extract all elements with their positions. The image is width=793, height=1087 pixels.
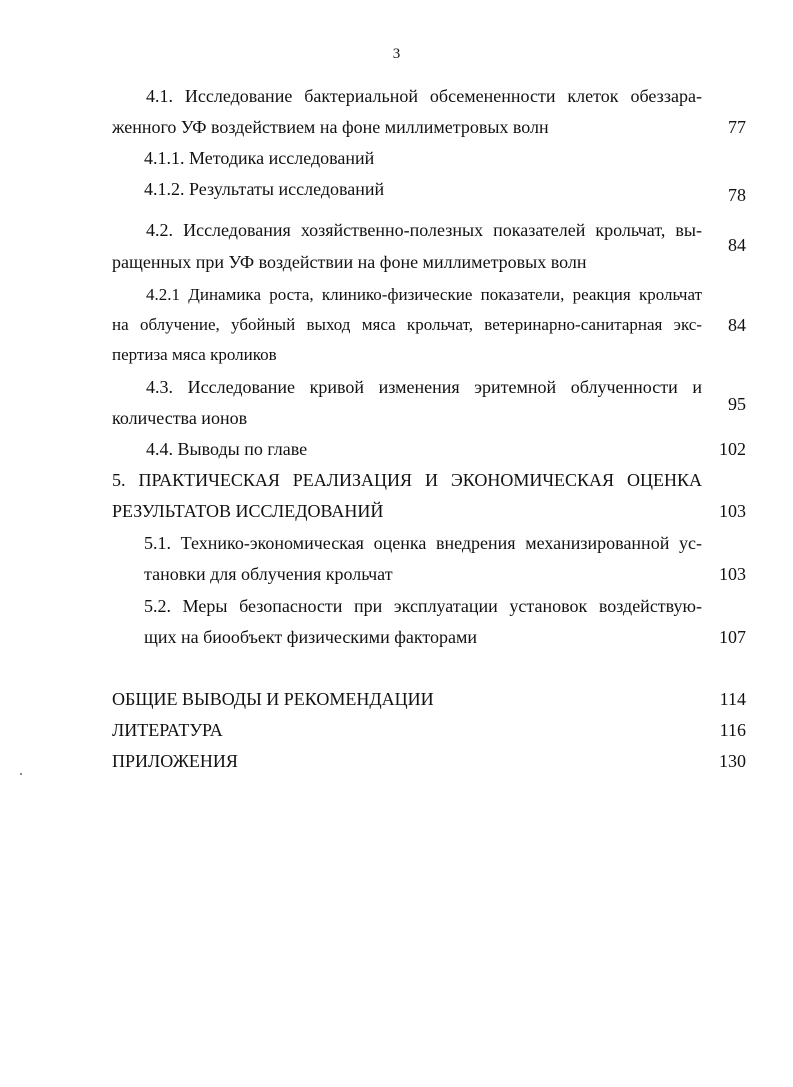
toc-4-3-page: 95 <box>728 394 746 414</box>
toc-literature-title: ЛИТЕРАТУРА <box>112 720 223 740</box>
toc-literature-page: 116 <box>719 720 746 740</box>
toc-conclusions-page: 114 <box>719 689 746 709</box>
toc-4-2-page: 84 <box>728 235 746 255</box>
toc-5-2-line-1: 5.2. Меры безопасности при эксплуатации установок воздействую- <box>144 596 702 616</box>
scan-speck <box>20 773 22 775</box>
toc-5-2-line-2: щих на биообъект физическими факторами <box>144 627 478 647</box>
toc-4-1-2-line-1: 4.1.2. Результаты исследований <box>144 179 385 199</box>
toc-4-2-1-page: 84 <box>728 315 746 335</box>
toc-5-line-1: 5. ПРАКТИЧЕСКАЯ РЕАЛИЗАЦИЯ И ЭКОНОМИЧЕСКАЯ ОЦЕНКА <box>112 470 702 490</box>
toc-4-3-line-2: количества ионов <box>112 408 248 428</box>
toc-appendices-page: 130 <box>719 751 746 771</box>
toc-4-4-page: 102 <box>719 439 746 459</box>
toc-5-line-2: РЕЗУЛЬТАТОВ ИССЛЕДОВАНИЙ <box>112 501 384 521</box>
toc-4-2-1-line-2: на облучение, убойный выход мяса крольчат, ветеринарно-санитарная экс- <box>112 315 702 334</box>
toc-4-1-line-2: женного УФ воздействием на фоне миллиметровых волн <box>112 117 549 137</box>
toc-4-1-page: 77 <box>728 117 746 137</box>
toc-conclusions-title: ОБЩИЕ ВЫВОДЫ И РЕКОМЕНДАЦИИ <box>112 689 434 709</box>
toc-5-1-line-2: тановки для облучения крольчат <box>144 564 393 584</box>
page-number: 3 <box>392 46 401 62</box>
toc-5-1-page: 103 <box>719 564 746 584</box>
toc-4-3-line-1: 4.3. Исследование кривой изменения эритемной облученности и <box>146 377 702 397</box>
toc-4-1-1-line-1: 4.1.1. Методика исследований <box>144 148 375 168</box>
toc-4-2-1-line-1: 4.2.1 Динамика роста, клинико-физические показатели, реакция крольчат <box>146 285 702 304</box>
toc-4-2-1-line-3: пертиза мяса кроликов <box>112 345 277 364</box>
toc-4-1-2-page: 78 <box>728 185 746 205</box>
toc-4-4-line-1: 4.4. Выводы по главе <box>146 439 308 459</box>
toc-5-1-line-1: 5.1. Технико-экономическая оценка внедрения механизированной ус- <box>144 533 702 553</box>
toc-4-2-line-2: ращенных при УФ воздействии на фоне миллиметровых волн <box>112 252 587 272</box>
toc-5-page: 103 <box>719 501 746 521</box>
toc-5-2-page: 107 <box>719 627 746 647</box>
toc-4-1-line-1: 4.1. Исследование бактериальной обсемененности клеток обеззара- <box>146 86 702 106</box>
toc-4-2-line-1: 4.2. Исследования хозяйственно-полезных показателей крольчат, вы- <box>146 220 702 240</box>
toc-appendices-title: ПРИЛОЖЕНИЯ <box>112 751 238 771</box>
